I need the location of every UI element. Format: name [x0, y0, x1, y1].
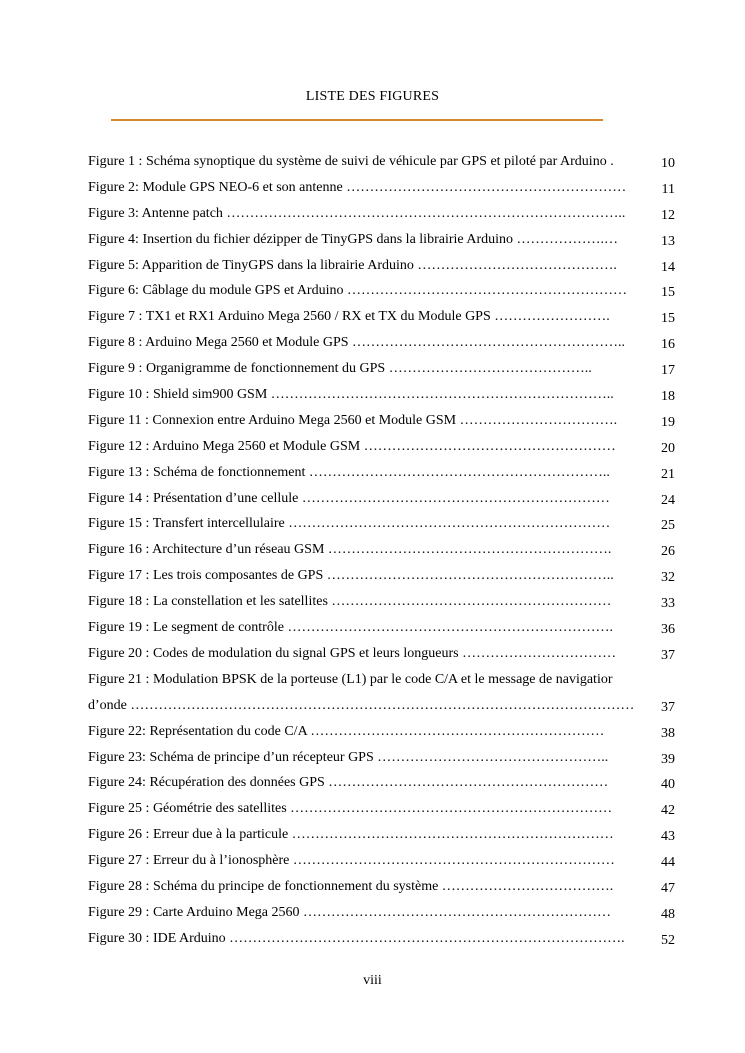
- figure-entry-label: Figure 26 : Erreur due à la particule ……………………………………………………………: [88, 827, 614, 843]
- figure-entry-label: Figure 9 : Organigramme de fonctionnement du GPS ……………………………………..: [88, 361, 592, 377]
- figure-entry: [88, 411, 677, 437]
- figure-entry: [88, 799, 677, 825]
- figure-entry-label: Figure 11 : Connexion entre Arduino Mega 2560 et Module GSM …………………………….: [88, 412, 618, 428]
- figure-entry-page: 42: [661, 803, 675, 819]
- figure-entry-page: 19: [661, 414, 675, 430]
- figure-entry: [88, 178, 677, 204]
- figure-entry-page: 39: [661, 751, 675, 767]
- figure-entry-label: Figure 14 : Présentation d’une cellule …………………………………………………………: [88, 490, 610, 506]
- figure-entry-label: Figure 17 : Les trois composantes de GPS ……………………………………………………..: [88, 568, 614, 584]
- figure-entry-label: Figure 18 : La constellation et les satellites ……………………………………………………: [88, 594, 612, 610]
- figure-entry-label: Figure 1 : Schéma synoptique du système de suivi de véhicule par GPS et piloté par Arduino .: [88, 154, 614, 169]
- figure-entry-page: 11: [661, 181, 675, 197]
- figure-entry-page: 44: [661, 855, 675, 871]
- figure-entry-page: 16: [661, 337, 675, 353]
- figure-entry: [88, 618, 677, 644]
- figure-entry-label: Figure 10 : Shield sim900 GSM ………………………………………………………………..: [88, 387, 614, 403]
- figure-entry-label: Figure 2: Module GPS NEO-6 et son antenne ……………………………………………………: [88, 179, 627, 195]
- page-number: viii: [363, 973, 382, 988]
- figure-entry-label: Figure 24: Récupération des données GPS ……………………………………………………: [88, 775, 609, 791]
- figure-entry-label: Figure 3: Antenne patch …………………………………………………………………………..: [88, 205, 626, 221]
- figure-entry-label: Figure 19 : Le segment de contrôle …………………………………………………………….: [88, 620, 613, 636]
- figure-entry-label: Figure 4: Insertion du fichier dézipper de TinyGPS dans la librairie Arduino ……………….…: [88, 231, 618, 247]
- figure-entry-page: 38: [661, 725, 675, 741]
- figure-entry-label: Figure 12 : Arduino Mega 2560 et Module GSM ………………………………………………: [88, 438, 616, 454]
- figure-entry-page: 26: [661, 544, 675, 560]
- figure-entry: [88, 566, 677, 592]
- figure-entry: [88, 592, 677, 618]
- figure-entry: [88, 748, 677, 774]
- figure-entry-page: 47: [661, 880, 675, 896]
- page-title: LISTE DES FIGURES: [305, 89, 440, 104]
- figure-entry: [88, 230, 677, 256]
- figure-entry: [88, 851, 677, 877]
- figure-entry: [88, 359, 677, 385]
- figure-entry: [88, 437, 677, 463]
- figure-entry-page: 10: [661, 156, 675, 171]
- figure-entry-page: 33: [661, 596, 675, 612]
- figure-entry-page: 14: [661, 259, 675, 275]
- figure-entry: [88, 903, 677, 929]
- figure-entry-page: 21: [661, 466, 675, 482]
- figure-entry: [88, 204, 677, 230]
- figure-entry: [88, 489, 677, 515]
- figure-entry-label: Figure 21 : Modulation BPSK de la porteuse (L1) par le code C/A et le message de navigatior d’onde ………………………………………………………………………………………………: [88, 671, 635, 713]
- figure-entry: [88, 256, 677, 282]
- figure-entry-page: 12: [661, 207, 675, 223]
- figure-entry: [88, 773, 677, 799]
- figure-entry-label: Figure 20 : Codes de modulation du signal GPS et leurs longueurs ……………………………: [88, 645, 617, 661]
- figure-entry-label: Figure 28 : Schéma du principe de fonctionnement du système ……………………………….: [88, 878, 614, 894]
- figure-entry-page: 17: [661, 363, 675, 379]
- figure-entry-page: 32: [661, 570, 675, 586]
- figure-entry-page: 37: [661, 647, 675, 663]
- figure-entry: [88, 670, 677, 722]
- figure-entry: [88, 307, 677, 333]
- figure-entry-page: 15: [661, 285, 675, 301]
- figure-entry-label: Figure 16 : Architecture d’un réseau GSM …………………………………………………….: [88, 542, 612, 558]
- figure-entry: [88, 825, 677, 851]
- figure-entry-page: 36: [661, 622, 675, 638]
- figure-entry-label: Figure 27 : Erreur du à l’ionosphère ……………………………………………………………: [88, 853, 615, 869]
- figure-entry-page: 40: [661, 777, 675, 793]
- figure-entry-label: Figure 23: Schéma de principe d’un récepteur GPS …………………………………………..: [88, 749, 609, 765]
- figure-entry-label: Figure 15 : Transfert intercellulaire ……………………………………………………………: [88, 516, 611, 532]
- figure-entry-label: Figure 29 : Carte Arduino Mega 2560 …………………………………………………………: [88, 904, 612, 920]
- figure-entry-page: 48: [661, 906, 675, 922]
- figure-list: [88, 152, 677, 955]
- figure-entry-label: Figure 5: Apparition de TinyGPS dans la librairie Arduino …………………………………….: [88, 257, 617, 273]
- figure-entry-page: 37: [661, 699, 675, 715]
- figure-entry-page: 24: [661, 492, 675, 508]
- figure-entry: [88, 929, 677, 955]
- figure-entry-label: Figure 30 : IDE Arduino ………………………………………………………………………….: [88, 930, 625, 946]
- figure-entry: [88, 540, 677, 566]
- figure-entry: [88, 877, 677, 903]
- figure-entry-label: Figure 7 : TX1 et RX1 Arduino Mega 2560 / RX et TX du Module GPS …………………….: [88, 309, 610, 325]
- figure-entry-page: 13: [661, 233, 675, 249]
- title-underline: [111, 119, 603, 121]
- figure-entry-page: 20: [661, 440, 675, 456]
- figure-entry-label: Figure 13 : Schéma de fonctionnement ………………………………………………………..: [88, 464, 610, 480]
- figure-entry: [88, 722, 677, 748]
- figure-entry-label: Figure 8 : Arduino Mega 2560 et Module GPS …………………………………………………..: [88, 335, 626, 351]
- figure-entry-label: Figure 6: Câblage du module GPS et Arduino ……………………………………………………: [88, 283, 627, 299]
- figure-entry-label: Figure 25 : Géométrie des satellites ……………………………………………………………: [88, 801, 613, 817]
- figure-entry-page: 25: [661, 518, 675, 534]
- figure-entry: [88, 152, 677, 178]
- figure-entry-page: 43: [661, 829, 675, 845]
- figure-entry: [88, 385, 677, 411]
- figure-entry-page: 15: [661, 311, 675, 327]
- figure-entry: [88, 514, 677, 540]
- figure-entry: [88, 463, 677, 489]
- figure-entry-page: 52: [661, 932, 675, 948]
- figure-entry-page: 18: [661, 389, 675, 405]
- figure-entry: [88, 281, 677, 307]
- figure-entry-label: Figure 22: Représentation du code C/A ………………………………………………………: [88, 723, 605, 739]
- figure-entry: [88, 333, 677, 359]
